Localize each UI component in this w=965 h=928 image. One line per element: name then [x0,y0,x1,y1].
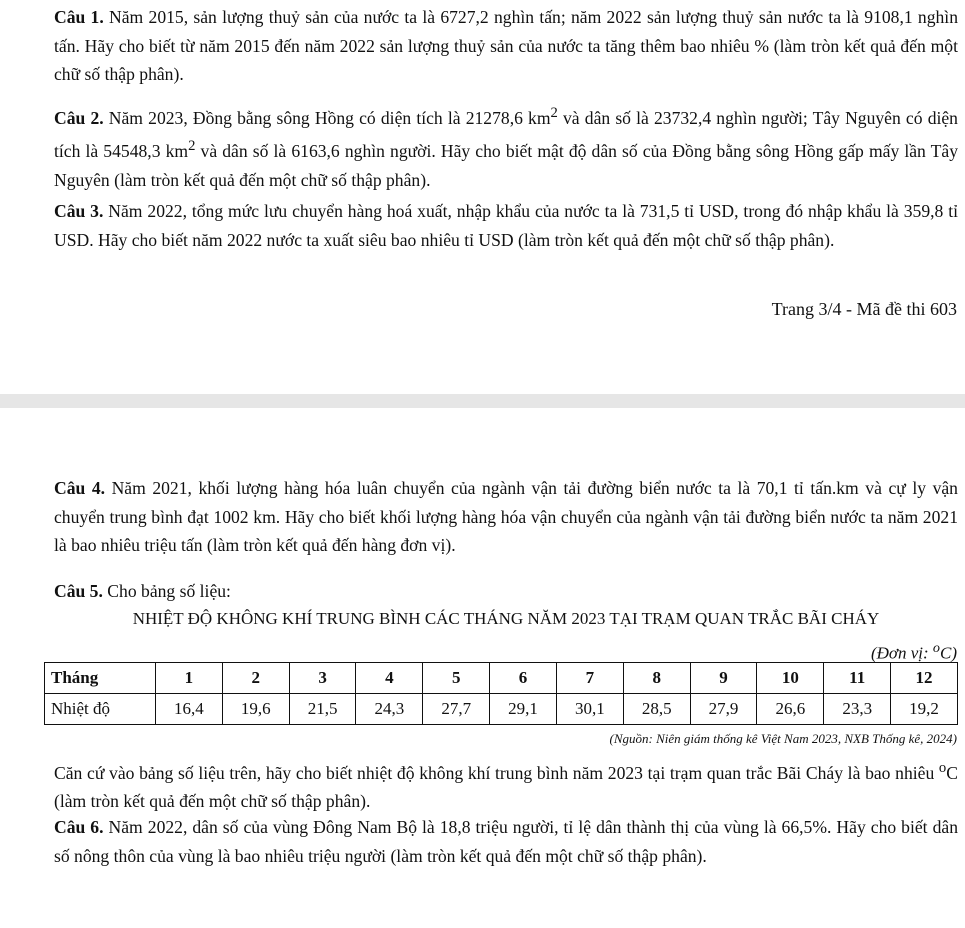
question-2-text-a: Năm 2023, Đồng bằng sông Hồng có diện tích là 21278,6 km [108,107,551,128]
table-title: NHIỆT ĐỘ KHÔNG KHÍ TRUNG BÌNH CÁC THÁNG NĂM 2023 TẠI TRẠM QUAN TRẮC BÃI CHÁY [132,609,880,628]
question-2-label: Câu 2. [54,107,104,128]
table-cell: 27,7 [423,694,490,725]
table-cell: 28,5 [623,694,690,725]
question-5-followup-b: C (làm tròn kết quả đến một chữ số thập phân). [54,762,958,812]
question-5-label: Câu 5. [54,581,103,601]
question-3-label: Câu 3. [54,201,104,221]
table-cell: 30,1 [556,694,623,725]
table-cell: 29,1 [490,694,557,725]
question-2 [54,99,958,194]
question-6-text: Năm 2022, dân số của vùng Đông Nam Bộ là 18,8 triệu người, tỉ lệ dân thành thị của vùng là 66,5%. Hãy cho biết dân số nông thôn của vùng là bao nhiêu triệu người (làm tròn kết quả đến một chữ số thập phân). [54,817,958,866]
table-header-cell: 9 [690,663,757,694]
page-4 [0,408,965,928]
question-4-label: Câu 4. [54,478,106,498]
table-header-cell: 7 [556,663,623,694]
table-header-cell: Tháng [45,663,156,694]
table-row [45,694,958,725]
question-5-text: Cho bảng số liệu: [107,581,231,601]
table-unit-suffix: C) [940,643,957,663]
table-unit-prefix: (Đơn vị: [870,643,933,663]
table-unit [871,637,957,665]
question-5-followup [54,754,958,816]
page-footer: Trang 3/4 - Mã đề thi 603 [771,299,957,319]
table-cell: 19,6 [222,694,289,725]
page-separator [0,394,965,408]
question-6-label: Câu 6. [54,817,104,837]
table-header-cell: 2 [222,663,289,694]
question-2-text-b: và dân số là 23732,4 nghìn người; Tây Nguyên có diện tích là 54548,3 km [54,107,958,162]
question-5 [54,577,958,606]
table-header-cell: 4 [356,663,423,694]
table-header-cell: 10 [757,663,824,694]
question-1 [54,3,958,89]
table-header-cell: 3 [289,663,356,694]
table-cell: 26,6 [757,694,824,725]
table-header-cell: 8 [623,663,690,694]
table-cell: Nhiệt độ [45,694,156,725]
table-cell: 16,4 [156,694,223,725]
table-cell: 27,9 [690,694,757,725]
question-3 [54,197,958,254]
table-source: (Nguồn: Niên giám thống kê Việt Nam 2023, NXB Thống kê, 2024) [609,731,957,746]
table-header-cell: 5 [423,663,490,694]
question-1-text: Năm 2015, sản lượng thuỷ sản của nước ta là 6727,2 nghìn tấn; năm 2022 sản lượng thuỷ sản nước ta là 9108,1 nghìn tấn. Hãy cho biết từ năm 2015 đến năm 2022 sản lượng thuỷ sản của nước ta tăng thêm bao nhiêu % (làm tròn kết quả đến một chữ số thập phân). [54,7,958,84]
temperature-table [44,662,958,725]
table-cell: 24,3 [356,694,423,725]
question-5-followup-sup: o [938,760,947,776]
table-unit-sup: o [932,640,940,656]
question-4-text: Năm 2021, khối lượng hàng hóa luân chuyển của ngành vận tải đường biển nước ta là 70,1 tỉ tấn.km và cự ly vận chuyển trung bình đạt 1002 km. Hãy cho biết khối lượng hàng hóa vận chuyển của ngành vận tải đường biển nước ta năm 2021 là bao nhiêu triệu tấn (làm tròn kết quả đến hàng đơn vị). [54,478,958,555]
question-2-sup-a: 2 [550,105,558,121]
table-cell: 21,5 [289,694,356,725]
table-cell: 23,3 [824,694,891,725]
question-1-label: Câu 1. [54,7,104,27]
table-cell: 19,2 [891,694,958,725]
table-header-cell: 12 [891,663,958,694]
table-header-row [45,663,958,694]
question-2-sup-b: 2 [188,138,196,155]
table-header-cell: 1 [156,663,223,694]
table-header-cell: 6 [490,663,557,694]
question-3-text: Năm 2022, tổng mức lưu chuyển hàng hoá xuất, nhập khẩu của nước ta là 731,5 tỉ USD, trong đó nhập khẩu là 359,8 tỉ USD. Hãy cho biết năm 2022 nước ta xuất siêu bao nhiêu tỉ USD (làm tròn kết quả đến một chữ số thập phân). [54,201,958,250]
question-6 [54,813,958,870]
question-2-text-c: và dân số là 6163,6 nghìn người. Hãy cho biết mật độ dân số của Đồng bằng sông Hồng gấp mấy lần Tây Nguyên (làm tròn kết quả đến một chữ số thập phân). [54,141,959,190]
question-5-followup-a: Căn cứ vào bảng số liệu trên, hãy cho biết nhiệt độ không khí trung bình năm 2023 tại trạm quan trắc Bãi Cháy là bao nhiêu [54,762,939,783]
table-header-cell: 11 [824,663,891,694]
page-3 [0,0,965,394]
question-4 [54,474,958,560]
